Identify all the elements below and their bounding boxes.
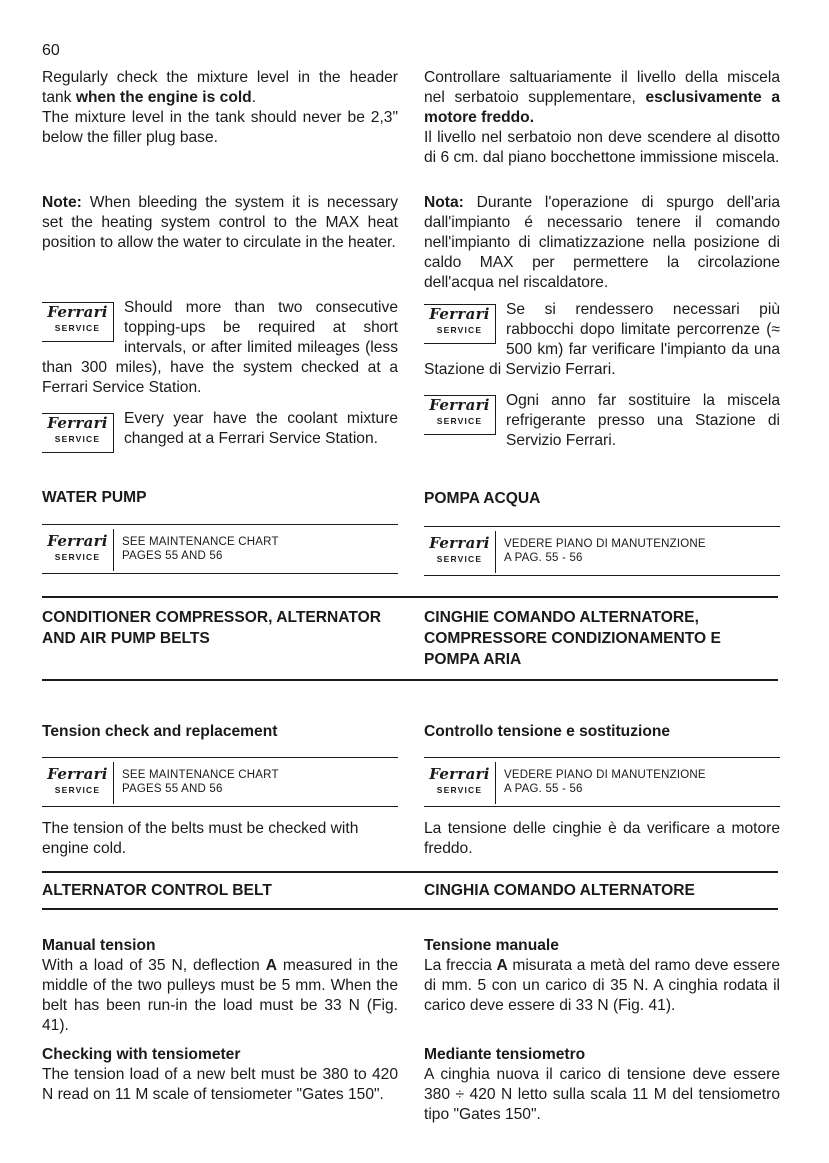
- manual-tension-block-it: Tensione manuale La freccia A misurata a metà del ramo deve essere di mm. 5 con un carico di 35 N. A cinghia rodata il carico deve essere di 33 N (Fig. 41).: [424, 937, 780, 1014]
- tensiometer-title-it: Mediante tensiometro: [424, 1046, 586, 1063]
- service-note-topping-it: Ferrari SERVICE Se si rendessero necessari più rabbocchi dopo limitate percorrenze (≈ 500 km) far verificare l'impianto da una Stazione di Servizio Ferrari.: [424, 301, 780, 378]
- ferrari-service-logo: Ferrari SERVICE: [42, 762, 114, 804]
- alternator-belt-title: ALTERNATOR CONTROL BELT: [42, 882, 272, 899]
- ferrari-service-logo: Ferrari SERVICE: [424, 762, 496, 804]
- tension-title: Tension check and replacement: [42, 723, 278, 740]
- water-pump-title-it: POMPA ACQUA: [424, 490, 541, 507]
- page-number: 60: [42, 42, 60, 59]
- section-divider: [42, 596, 778, 598]
- maintenance-reference: Ferrari SERVICE SEE MAINTENANCE CHART PAGES 55 AND 56: [42, 757, 398, 807]
- tension-title-it: Controllo tensione e sostituzione: [424, 723, 671, 740]
- manual-tension-title: Manual tension: [42, 937, 156, 954]
- service-note-coolant-it: Ferrari SERVICE Ogni anno far sostituire la miscela refrigerante presso una Stazione di Servizio Ferrari.: [424, 391, 780, 451]
- ferrari-service-logo: Ferrari SERVICE: [42, 413, 114, 453]
- water-pump-title: WATER PUMP: [42, 489, 147, 506]
- belts-title: CONDITIONER COMPRESSOR, ALTERNATOR AND AIR PUMP BELTS: [42, 609, 382, 647]
- manual-tension-title-it: Tensione manuale: [424, 937, 559, 954]
- ferrari-service-logo: Ferrari SERVICE: [424, 304, 496, 344]
- service-note-topping: Ferrari SERVICE Should more than two consecutive topping-ups be required at short intervals, or after limited mileages (less than 300 miles), have the system checked at a Ferrari Service Station.: [42, 299, 398, 396]
- belts-title-it: CINGHIE COMANDO ALTERNATORE, COMPRESSORE CONDIZIONAMENTO E POMPA ARIA: [424, 609, 721, 668]
- section-divider: [42, 679, 778, 681]
- manual-tension-block: Manual tension With a load of 35 N, deflection A measured in the middle of the two pulleys must be 5 mm. When the belt has been run-in the load must be 33 N (Fig. 41).: [42, 937, 398, 1034]
- alternator-belt-title-it: CINGHIA COMANDO ALTERNATORE: [424, 882, 695, 899]
- note-paragraph-it: Nota: Durante l'operazione di spurgo dell'aria dall'impianto é necessario tenere il comando nell'impianto di climatizzazione nella posizione di caldo MAX per permettere la circolazione dell'acqua nel riscaldatore.: [424, 194, 780, 291]
- intro-paragraph: Regularly check the mixture level in the header tank when the engine is cold. The mixture level in the tank should never be 2,3" below the filler plug base.: [42, 69, 398, 146]
- ferrari-service-logo: Ferrari SERVICE: [42, 529, 114, 571]
- maintenance-reference-it: Ferrari SERVICE VEDERE PIANO DI MANUTENZIONE A PAG. 55 - 56: [424, 757, 780, 807]
- tension-text-it: La tensione delle cinghie è da verificare a motore freddo.: [424, 820, 780, 857]
- intro-paragraph-it: Controllare saltuariamente il livello della miscela nel serbatoio supplementare, esclusivamente a motore freddo. Il livello nel serbatoio non deve scendere al disotto di 6 cm. dal piano bocchettone immissione miscela.: [424, 69, 780, 166]
- tension-text: The tension of the belts must be checked with engine cold.: [42, 820, 359, 857]
- tensiometer-block-it: Mediante tensiometro A cinghia nuova il carico di tensione deve essere 380 ÷ 420 N letto sulla scala 11 M del tensiometro tipo "Gates 150".: [424, 1046, 780, 1123]
- ferrari-service-logo: Ferrari SERVICE: [424, 531, 496, 573]
- tensiometer-title: Checking with tensiometer: [42, 1046, 241, 1063]
- ferrari-service-logo: Ferrari SERVICE: [42, 302, 114, 342]
- maintenance-reference-it: Ferrari SERVICE VEDERE PIANO DI MANUTENZIONE A PAG. 55 - 56: [424, 526, 780, 576]
- note-paragraph: Note: When bleeding the system it is necessary set the heating system control to the MAX heat position to allow the water to circulate in the heater.: [42, 194, 398, 251]
- section-divider: [42, 871, 778, 873]
- maintenance-reference: Ferrari SERVICE SEE MAINTENANCE CHART PAGES 55 AND 56: [42, 524, 398, 574]
- service-note-coolant: Ferrari SERVICE Every year have the coolant mixture changed at a Ferrari Service Station.: [42, 409, 398, 455]
- ferrari-service-logo: Ferrari SERVICE: [424, 395, 496, 435]
- section-divider: [42, 908, 778, 910]
- tensiometer-block: Checking with tensiometer The tension load of a new belt must be 380 to 420 N read on 11 M scale of tensiometer "Gates 150".: [42, 1046, 398, 1103]
